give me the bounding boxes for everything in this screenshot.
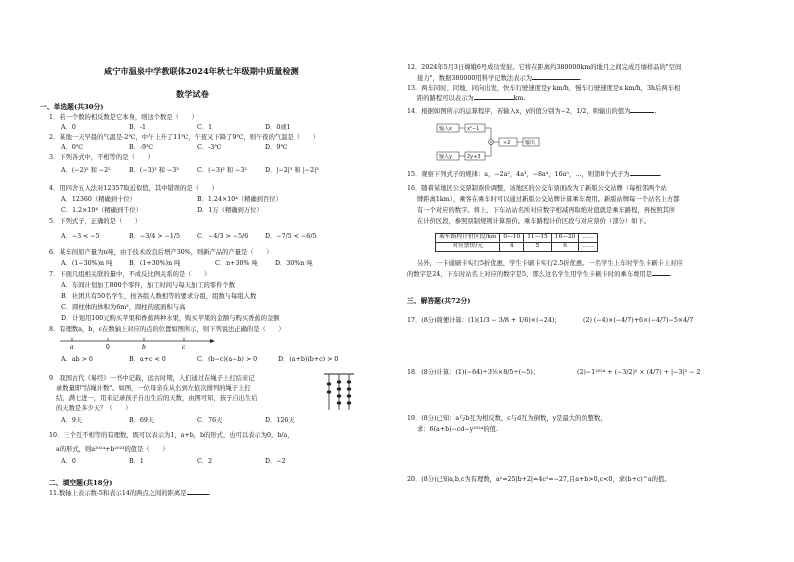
right-column xyxy=(397,0,794,562)
q13-stem-2 xyxy=(417,96,525,102)
q4-stem: 4．用四舍五入法对12357取近似值，其中错误的是（ ） xyxy=(49,185,218,192)
box-divide-2: ÷2 xyxy=(503,140,511,146)
q8-option-c: C．(b−c)(a−b) > 0 xyxy=(197,356,258,363)
table-cell: 5 xyxy=(524,243,552,252)
table-cell: 6 xyxy=(551,243,579,252)
q1-stem: 1．若一个数的相反数是它本身，则这个数是（ ） xyxy=(49,114,198,121)
q10-stem-1: 10．三个互不相等的有理数，既可以表示为1，a+b，b的形式，也可以表示为0，b/a， xyxy=(49,432,294,439)
table-cell: 16—20 xyxy=(551,234,579,243)
q3-option-c: C．(−3)² 和 −3² xyxy=(197,167,247,174)
q11-text: 11.数轴上表示数-5和表示14的两点之间的距离是 xyxy=(49,490,187,497)
q1-option-a: A．0 xyxy=(61,124,76,131)
q11-stem: 11.数轴上表示数-5和表示14的两点之间的距离是 . xyxy=(49,490,211,497)
section-3-heading: 三、解答题(共72分) xyxy=(407,297,471,305)
q9-stem-2: 录数量即"结绳计数"。如图，一位母亲在从右到左依次排列的绳子上打 xyxy=(56,385,251,392)
knotted-rope-figure xyxy=(324,372,358,412)
q6-option-d: D．30%n 吨 xyxy=(275,260,313,267)
table-cell: 乘车路程计价区段/km xyxy=(436,234,500,243)
table-cell: …… xyxy=(579,234,598,243)
q3-option-a: A．(−2)² 和 −2² xyxy=(61,167,111,174)
axis-label-0: 0 xyxy=(106,344,110,351)
q8-option-d: D．(a+b)(b+c) > 0 xyxy=(278,356,339,363)
q1-option-c: C．1 xyxy=(197,124,213,131)
q4-option-a: A．12360（精确到十位） xyxy=(61,196,136,203)
q9-stem-3: 结，满七进一，用来记录孩子自出生后的天数，由图可知，孩子自出生后 xyxy=(56,395,258,402)
q10-stem-2: a的形式，则a²⁰²⁴+b²⁰²³的值是（ ） xyxy=(56,446,169,453)
q10-option-a: A．0 xyxy=(61,458,76,465)
q15-answer-blank[interactable] xyxy=(630,175,660,176)
q16-stem-3: 有一个对应的数字。将上、下车站站名所对应数字相减再取绝对值就是乘车路程，再按照其所 xyxy=(417,207,676,214)
q4-option-b: B．1.24×10⁴（精确到百位） xyxy=(197,196,282,203)
q7-option-c: C．圆柱体的体积为6m³，圆柱的底面积与高 xyxy=(61,304,186,311)
q17-lead: 17．(8分)简便计算：(1) xyxy=(407,317,477,324)
q16-stem-4: 在计价区段，参照票制规则计算票价。乘车路程计价区段与对应票价（部分）如下。 xyxy=(417,218,650,225)
fare-table-price-row xyxy=(436,243,598,252)
q6-option-b: B．(1+30%)n 吨 xyxy=(129,260,181,267)
q10-option-c: C．2 xyxy=(197,458,213,465)
q13-text: 距的路程可以表示为 xyxy=(417,95,474,102)
q8-option-a: A．ab > 0 xyxy=(61,356,93,363)
q12-answer-blank[interactable] xyxy=(532,79,580,80)
q14-stem: 14．根据如图所示的运算程序，若输入x，y的值分别为−2，1/2，则输出的值为 . xyxy=(407,108,657,115)
q3-option-d: D．|−2|³ 和 |−2|³ xyxy=(265,167,319,174)
q1-option-d: D．0或1 xyxy=(265,124,291,131)
q7-option-a: A．车间计划加工800个零件，加工时间与每天加工的零件个数 xyxy=(61,282,235,289)
box-2y-plus-3: 2y+3 xyxy=(467,154,481,160)
q17-stem xyxy=(407,318,561,324)
box-input-x: 输入x xyxy=(439,126,452,132)
box-x-squared-minus-1: x²−1 xyxy=(467,126,480,132)
q15-stem: 15．观察下列式子的规律：a，−2a²，4a³，−8a⁴，16a⁵，…，则第8个式子为 . xyxy=(407,171,662,178)
q13-stem-1: 13．两车同时、同地、同向出发，快车行驶速度是y km/h，慢车行驶速度是x km/h，3h后两车相 xyxy=(407,85,681,92)
q9-option-b: B．69天 xyxy=(129,417,155,424)
q9-option-c: C．76天 xyxy=(197,417,223,424)
table-cell: 4 xyxy=(500,243,524,252)
q12-stem-2: 接力"，数据380000用科学记数法表示为 . xyxy=(417,75,583,82)
q14-text: 14．根据如图所示的运算程序，若输入x，y的值分别为−2，1/2，则输出的值为 xyxy=(407,108,631,115)
axis-label-c: c xyxy=(182,344,186,351)
table-cell: 0—10 xyxy=(500,234,524,243)
q13-answer-blank[interactable] xyxy=(474,99,514,100)
exam-subtitle: 数学试卷 xyxy=(176,89,209,99)
q16-tail-1: 另外，一卡通刷卡实行5折优惠，学生卡刷卡实行2.5折优惠。一名学生上车时学生卡刷卡上对应 xyxy=(417,260,683,267)
box-output: 输出 xyxy=(525,140,536,146)
q3-option-b: B．(−3)³ 和 −3³ xyxy=(129,167,179,174)
table-cell: …… xyxy=(579,243,598,252)
exam-title: 咸宁市温泉中学教联体2024年秋七年级期中质量检测 xyxy=(104,66,299,76)
q13-unit: km. xyxy=(513,95,526,102)
q17-part-1: (1/3 − 3/8 + 1/6)×(−24)； xyxy=(476,317,561,324)
q6-option-a: A．(1−30%)n 吨 xyxy=(61,260,113,267)
q16-stem-2: 牌距离1km），乘客在乘车时可以通过新版公交站牌计算乘车费用。新版站牌每一个站名上方都 xyxy=(417,196,680,203)
q5-option-b: B．−3/4 > −1/5 xyxy=(129,233,181,240)
q9-option-a: A．9天 xyxy=(61,417,83,424)
q16-answer-blank[interactable] xyxy=(652,275,670,276)
q2-stem: 2．某地一天早晨的气温是-2℃，中午上升了11℃，午夜又下降了9℃，则午夜的气温是（ ） xyxy=(49,134,319,141)
q11-answer-blank[interactable] xyxy=(187,494,209,495)
q9-stem-1: 9．我国古代《易经》一书中记载，远古时期，人们通过在绳子上打结来记 xyxy=(49,375,255,382)
q5-stem: 5．下列式子，正确的是（ ） xyxy=(49,218,142,225)
q7-stem: 7．下面几组相关联的量中，不成反比例关系的是（ ） xyxy=(49,271,211,278)
q6-option-c: C．n+30% 吨 xyxy=(215,260,258,267)
q5-option-d: D．−7/5 < −6/5 xyxy=(265,233,317,240)
table-cell: 11—15 xyxy=(524,234,552,243)
q1-option-b: B．-1 xyxy=(129,124,147,131)
q10-option-d: D．−2 xyxy=(265,458,286,465)
q14-flowchart xyxy=(437,122,557,164)
q18-part-2: (2)−1²⁰²⁴ + (−3/2)² × (4/7) + |−3|³ − 2 xyxy=(577,369,701,376)
table-cell: 对应票价/元 xyxy=(436,243,500,252)
q19-stem-2: 求：6(a+b)−cd−y²⁰²⁴的值. xyxy=(417,426,498,433)
q9-stem-4: 的天数是多少天？（ ） xyxy=(56,405,132,412)
q16-stem-1: 16．随着某地区公交票制票价调整，该地区的公交车票面改为了新版公交站牌（每相邻两个站 xyxy=(407,185,667,192)
q19-stem-1: 19．(8分)已知：a与b互为相反数，c与d互为倒数，y是最大的负整数， xyxy=(407,415,607,422)
q14-answer-blank[interactable] xyxy=(630,112,654,113)
q2-option-a: A．0℃ xyxy=(61,144,83,151)
q16-tail-text: 的数字是24，下车时站名上对应的数字是5，那么这名学生用学生卡刷卡时的乘车费用是 xyxy=(407,271,653,278)
q5-option-a: A．−3 < −5 xyxy=(61,233,100,240)
fare-table-header-row xyxy=(436,234,598,243)
q12-stem-1: 12．2024年5月3日嫦娥6号成功发射。它将在距离约380000km的地月之间完成月壤样品的"空间 xyxy=(407,64,682,71)
q7-option-d: D．计划用100元购买苹果和香蕉两种水果，购买苹果的金额与购买香蕉的金额 xyxy=(61,315,280,322)
q4-option-d: D．1万（精确到万位） xyxy=(197,207,263,214)
q16-tail-2: 的数字是24，下车时站名上对应的数字是5，那么这名学生用学生卡刷卡时的乘车费用是 . xyxy=(407,271,673,278)
q20-stem: 20．(8分)已知a,b,c为有理数，a²=25|b+2|=4c²=−27,且a+b>0,c<0，求(b+c)^a的值。 xyxy=(407,476,671,483)
q2-option-c: C．-3℃ xyxy=(197,144,222,151)
axis-label-a: a xyxy=(70,344,74,351)
q2-option-b: B．-9℃ xyxy=(129,144,154,151)
q15-text: 15．观察下列式子的规律：a，−2a²，4a³，−8a⁴，16a⁵，…，则第8个式子为 xyxy=(407,171,630,178)
q8-stem: 8．有理数a，b，c在数轴上对应的点的位置如图所示，则下列说法正确的是（ ） xyxy=(49,326,285,333)
q5-option-c: C．−4/3 > −5/6 xyxy=(197,233,249,240)
box-input-y: 输入y xyxy=(439,154,452,160)
q9-option-d: D．126天 xyxy=(265,417,295,424)
q10-option-b: B．1 xyxy=(129,458,144,465)
q12-text: 接力"，数据380000用科学记数法表示为 xyxy=(417,75,533,82)
section-2-heading: 二、填空题(共18分) xyxy=(49,479,113,487)
q7-option-b: B．社团共有50名学生，按各组人数相等的要求分组，组数与每组人数 xyxy=(61,293,257,300)
q8-number-line xyxy=(60,336,220,352)
q3-stem: 3．下列各式中，不相等的是（ ） xyxy=(49,154,154,161)
q6-stem: 6．某车间原产量为n吨，由于技术改良后增产30%，则新产品的产量是（ ） xyxy=(49,249,273,256)
axis-label-b: b xyxy=(142,344,146,351)
q4-option-c: C．1.2×10⁴（精确到千位） xyxy=(61,207,143,214)
q18-part-1: 18．(8分)计算：(1)(−64)÷3⅕×8/5÷(−5)； xyxy=(407,369,540,376)
q8-option-b: B．a+c < 0 xyxy=(129,356,166,363)
q17-part-2: (2) (−4)×(−4/7)+6×(−4/7)−5×4/7 xyxy=(583,317,694,324)
fare-table xyxy=(435,233,598,252)
q2-option-d: D．9℃ xyxy=(265,144,288,151)
section-1-heading: 一、单选题(共30分) xyxy=(40,103,104,111)
